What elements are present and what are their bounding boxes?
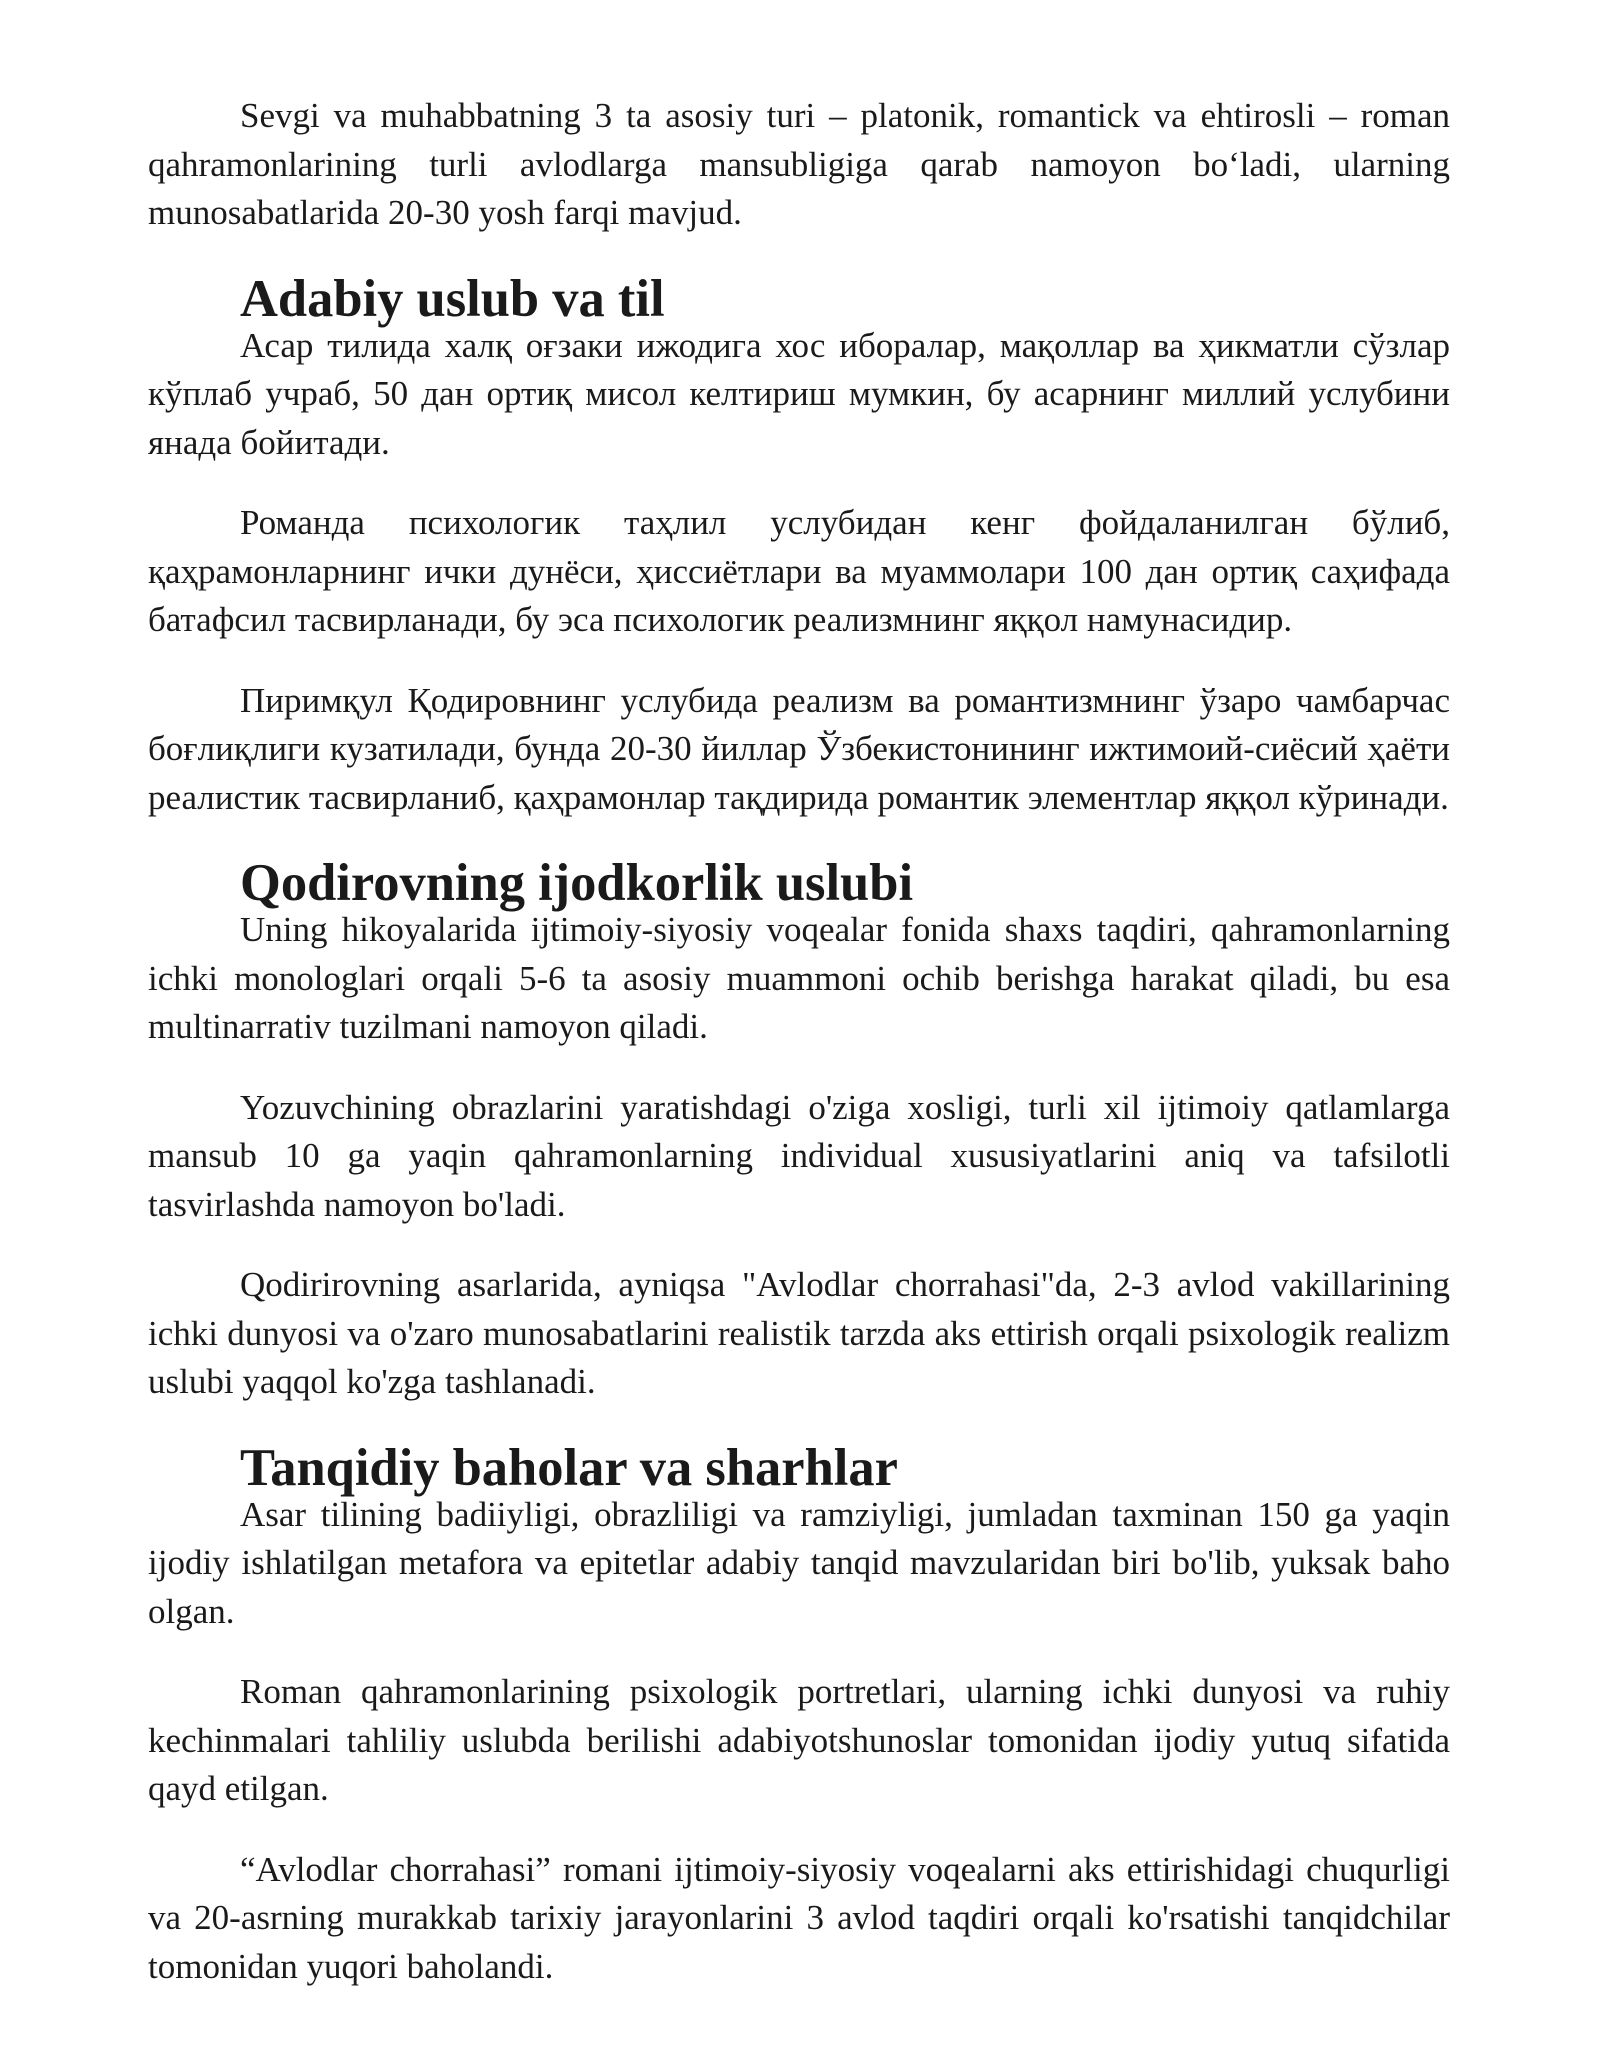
paragraph: Asar tilining badiiyligi, obrazliligi va ramziyligi, jumladan taxminan 150 ga yaqin ijodiy ishlatilgan metafora va epitetlar adabiy tanqid mavzularidan biri bo'lib, yuksak baho olgan.	[148, 1494, 1450, 1631]
paragraph: Roman qahramonlarining psixologik portretlari, ularning ichki dunyosi va ruhiy kechinmalari tahliliy uslubda berilishi adabiyotshunoslar tomonidan ijodiy yutuq sifatida qayd etilgan.	[148, 1672, 1450, 1808]
paragraph: Uning hikoyalarida ijtimoiy-siyosiy voqealar fonida shaxs taqdiri, qahramonlarning ichki monologlari orqali 5-6 ta asosiy muammoni ochib berishga harakat qiladi, bu esa multinarrativ tuzilmani namoyon qiladi.	[148, 910, 1450, 1046]
document-page	[148, 92, 1450, 1991]
intro-paragraph: Sevgi va muhabbatning 3 ta asosiy turi – platonik, romantick va ehtirosli – roman qahramonlarining turli avlodlarga mansubligiga qarab namoyon boʻladi, ularning munosabatlarida 20-30 yosh farqi mavjud.	[148, 96, 1450, 232]
paragraph: Qodirirovning asarlarida, ayniqsa "Avlodlar chorrahasi"da, 2-3 avlod vakillarining ichki dunyosi va o'zaro munosabatlarini realistik tarzda aks ettirish orqali psixologik realizm uslubi yaqqol ko'zga tashlanadi.	[148, 1265, 1450, 1401]
section-heading-adabiy-uslub: Adabiy uslub va til	[240, 269, 665, 328]
paragraph: Пиримқул Қодировнинг услубида реализм ва романтизмнинг ўзаро чамбарчас боғлиқлиги кузатилади, бунда 20-30 йиллар Ўзбекистонининг ижтимоий-сиёсий ҳаёти реалистик тасвирланиб, қаҳрамонлар тақдирида романтик элементлар яққол кўринади.	[148, 680, 1450, 817]
paragraph: Романда психологик таҳлил услубидан кенг фойдаланилган бўлиб, қаҳрамонларнинг ички дунёси, ҳиссиётлари ва муаммолари 100 дан ортиқ саҳифада батафсил тасвирланади, бу эса психологик реализмнинг яққол намунасидир.	[148, 503, 1450, 639]
paragraph: Асар тилида халқ оғзаки ижодига хос иборалар, мақоллар ва ҳикматли сўзлар кўплаб учраб, 50 дан ортиқ мисол келтириш мумкин, бу асарнинг миллий услубини янада бойитади.	[148, 325, 1450, 462]
paragraph: “Avlodlar chorrahasi” romani ijtimoiy-siyosiy voqealarni aks ettirishidagi chuqurligi va 20-asrning murakkab tarixiy jarayonlarini 3 avlod taqdiri orqali ko'rsatishi tanqidchilar tomonidan yuqori baholandi.	[148, 1849, 1450, 1986]
section-heading-tanqidiy-baholar: Tanqidiy baholar va sharhlar	[240, 1438, 898, 1497]
section-heading-ijodkorlik-uslubi: Qodirovning ijodkorlik uslubi	[240, 854, 914, 912]
paragraph: Yozuvchining obrazlarini yaratishdagi o'ziga xosligi, turli xil ijtimoiy qatlamlarga mansub 10 ga yaqin qahramonlarning individual xususiyatlarini aniq va tafsilotli tasvirlashda namoyon bo'ladi.	[148, 1087, 1450, 1224]
